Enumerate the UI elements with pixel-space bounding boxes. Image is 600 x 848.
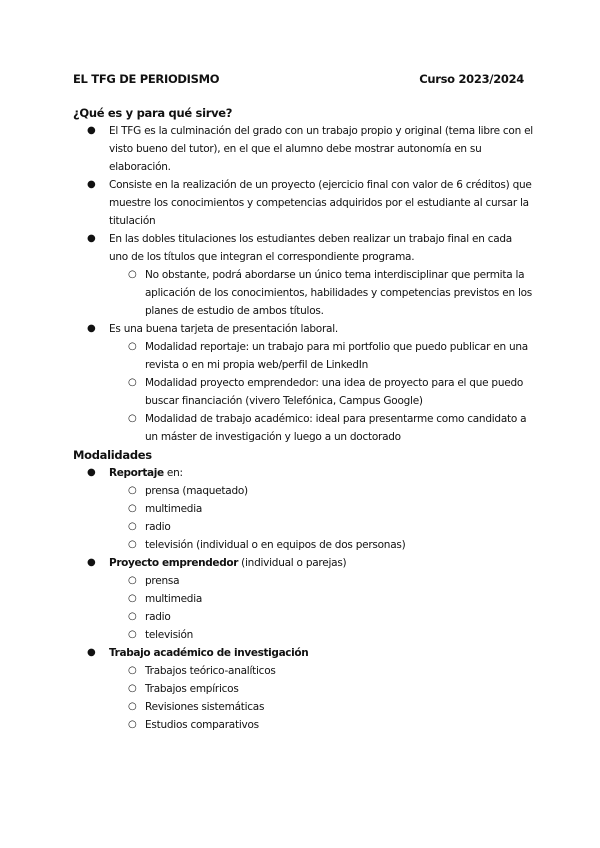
sub-list-item: ○ Revisiones sistemáticas — [73, 698, 533, 716]
circle-bullet-icon: ○ — [128, 593, 137, 604]
sub-list-item: ○ prensa — [73, 572, 533, 590]
circle-bullet-icon: ○ — [128, 521, 137, 532]
section-heading-modalidades: Modalidades — [73, 448, 152, 462]
list-item: ● El TFG es la culminación del grado con un trabajo propio y original (tema libre con el visto bueno del tutor), en el que el alumno debe mostrar autonomía en su elaboración. — [73, 122, 533, 176]
section-heading-what-is: ¿Qué es y para qué sirve? — [73, 106, 233, 120]
circle-bullet-icon: ○ — [128, 665, 137, 676]
circle-bullet-icon: ○ — [128, 341, 137, 352]
list-item: ● Reportaje en: — [73, 464, 533, 482]
circle-bullet-icon: ○ — [128, 377, 137, 388]
sub-list-item: ○ radio — [73, 518, 533, 536]
sub-list-item: ○ Estudios comparativos — [73, 716, 533, 734]
circle-bullet-icon: ○ — [128, 503, 137, 514]
sub-list-item: ○ Modalidad proyecto emprendedor: una idea de proyecto para el que puedo buscar financiación (vivero Telefónica, Campus Google) — [73, 374, 533, 410]
document-title: EL TFG DE PERIODISMO — [73, 72, 220, 86]
bullet-icon: ● — [87, 323, 96, 334]
sub-list-item: ○ prensa (maquetado) — [73, 482, 533, 500]
sub-list-item: ○ radio — [73, 608, 533, 626]
sub-list-item: ○ No obstante, podrá abordarse un único tema interdisciplinar que permita la aplicación de los conocimientos, habilidades y competencias previstos en los planes de estudio de ambos títulos. — [73, 266, 533, 320]
modalidades-list — [73, 464, 533, 734]
sub-list-item: ○ Trabajos teórico-analíticos — [73, 662, 533, 680]
list-item: ● Proyecto emprendedor (individual o parejas) — [73, 554, 533, 572]
circle-bullet-icon: ○ — [128, 701, 137, 712]
list-item: ● En las dobles titulaciones los estudiantes deben realizar un trabajo final en cada uno de los títulos que integran el correspondiente programa. — [73, 230, 533, 266]
sub-list-item: ○ Modalidad reportaje: un trabajo para mi portfolio que puedo publicar en una revista o en mi propia web/perfil de LinkedIn — [73, 338, 533, 374]
bullet-icon: ● — [87, 233, 96, 244]
sub-list-item: ○ multimedia — [73, 590, 533, 608]
list-item: ● Consiste en la realización de un proyecto (ejercicio final con valor de 6 créditos) que muestre los conocimientos y competencias adquiridos por el estudiante al cursar la titulación — [73, 176, 533, 230]
sub-list-item: ○ televisión (individual o en equipos de dos personas) — [73, 536, 533, 554]
sub-list-item: ○ televisión — [73, 626, 533, 644]
circle-bullet-icon: ○ — [128, 539, 137, 550]
bullet-icon: ● — [87, 467, 96, 478]
bullet-icon: ● — [87, 179, 96, 190]
sub-list-item: ○ Modalidad de trabajo académico: ideal para presentarme como candidato a un máster de investigación y luego a un doctorado — [73, 410, 533, 446]
circle-bullet-icon: ○ — [128, 683, 137, 694]
circle-bullet-icon: ○ — [128, 629, 137, 640]
bullet-icon: ● — [87, 557, 96, 568]
circle-bullet-icon: ○ — [128, 269, 137, 280]
course-label: Curso 2023/2024 — [419, 72, 524, 86]
sub-list-item: ○ Trabajos empíricos — [73, 680, 533, 698]
circle-bullet-icon: ○ — [128, 719, 137, 730]
document-body — [73, 104, 533, 734]
bullet-icon: ● — [87, 647, 96, 658]
list-item: ● Trabajo académico de investigación — [73, 644, 533, 662]
document-header — [73, 72, 524, 90]
bullet-icon: ● — [87, 125, 96, 136]
list-item: ● Es una buena tarjeta de presentación laboral. — [73, 320, 533, 338]
what-is-list — [73, 122, 533, 446]
circle-bullet-icon: ○ — [128, 485, 137, 496]
circle-bullet-icon: ○ — [128, 611, 137, 622]
sub-list-item: ○ multimedia — [73, 500, 533, 518]
circle-bullet-icon: ○ — [128, 413, 137, 424]
circle-bullet-icon: ○ — [128, 575, 137, 586]
